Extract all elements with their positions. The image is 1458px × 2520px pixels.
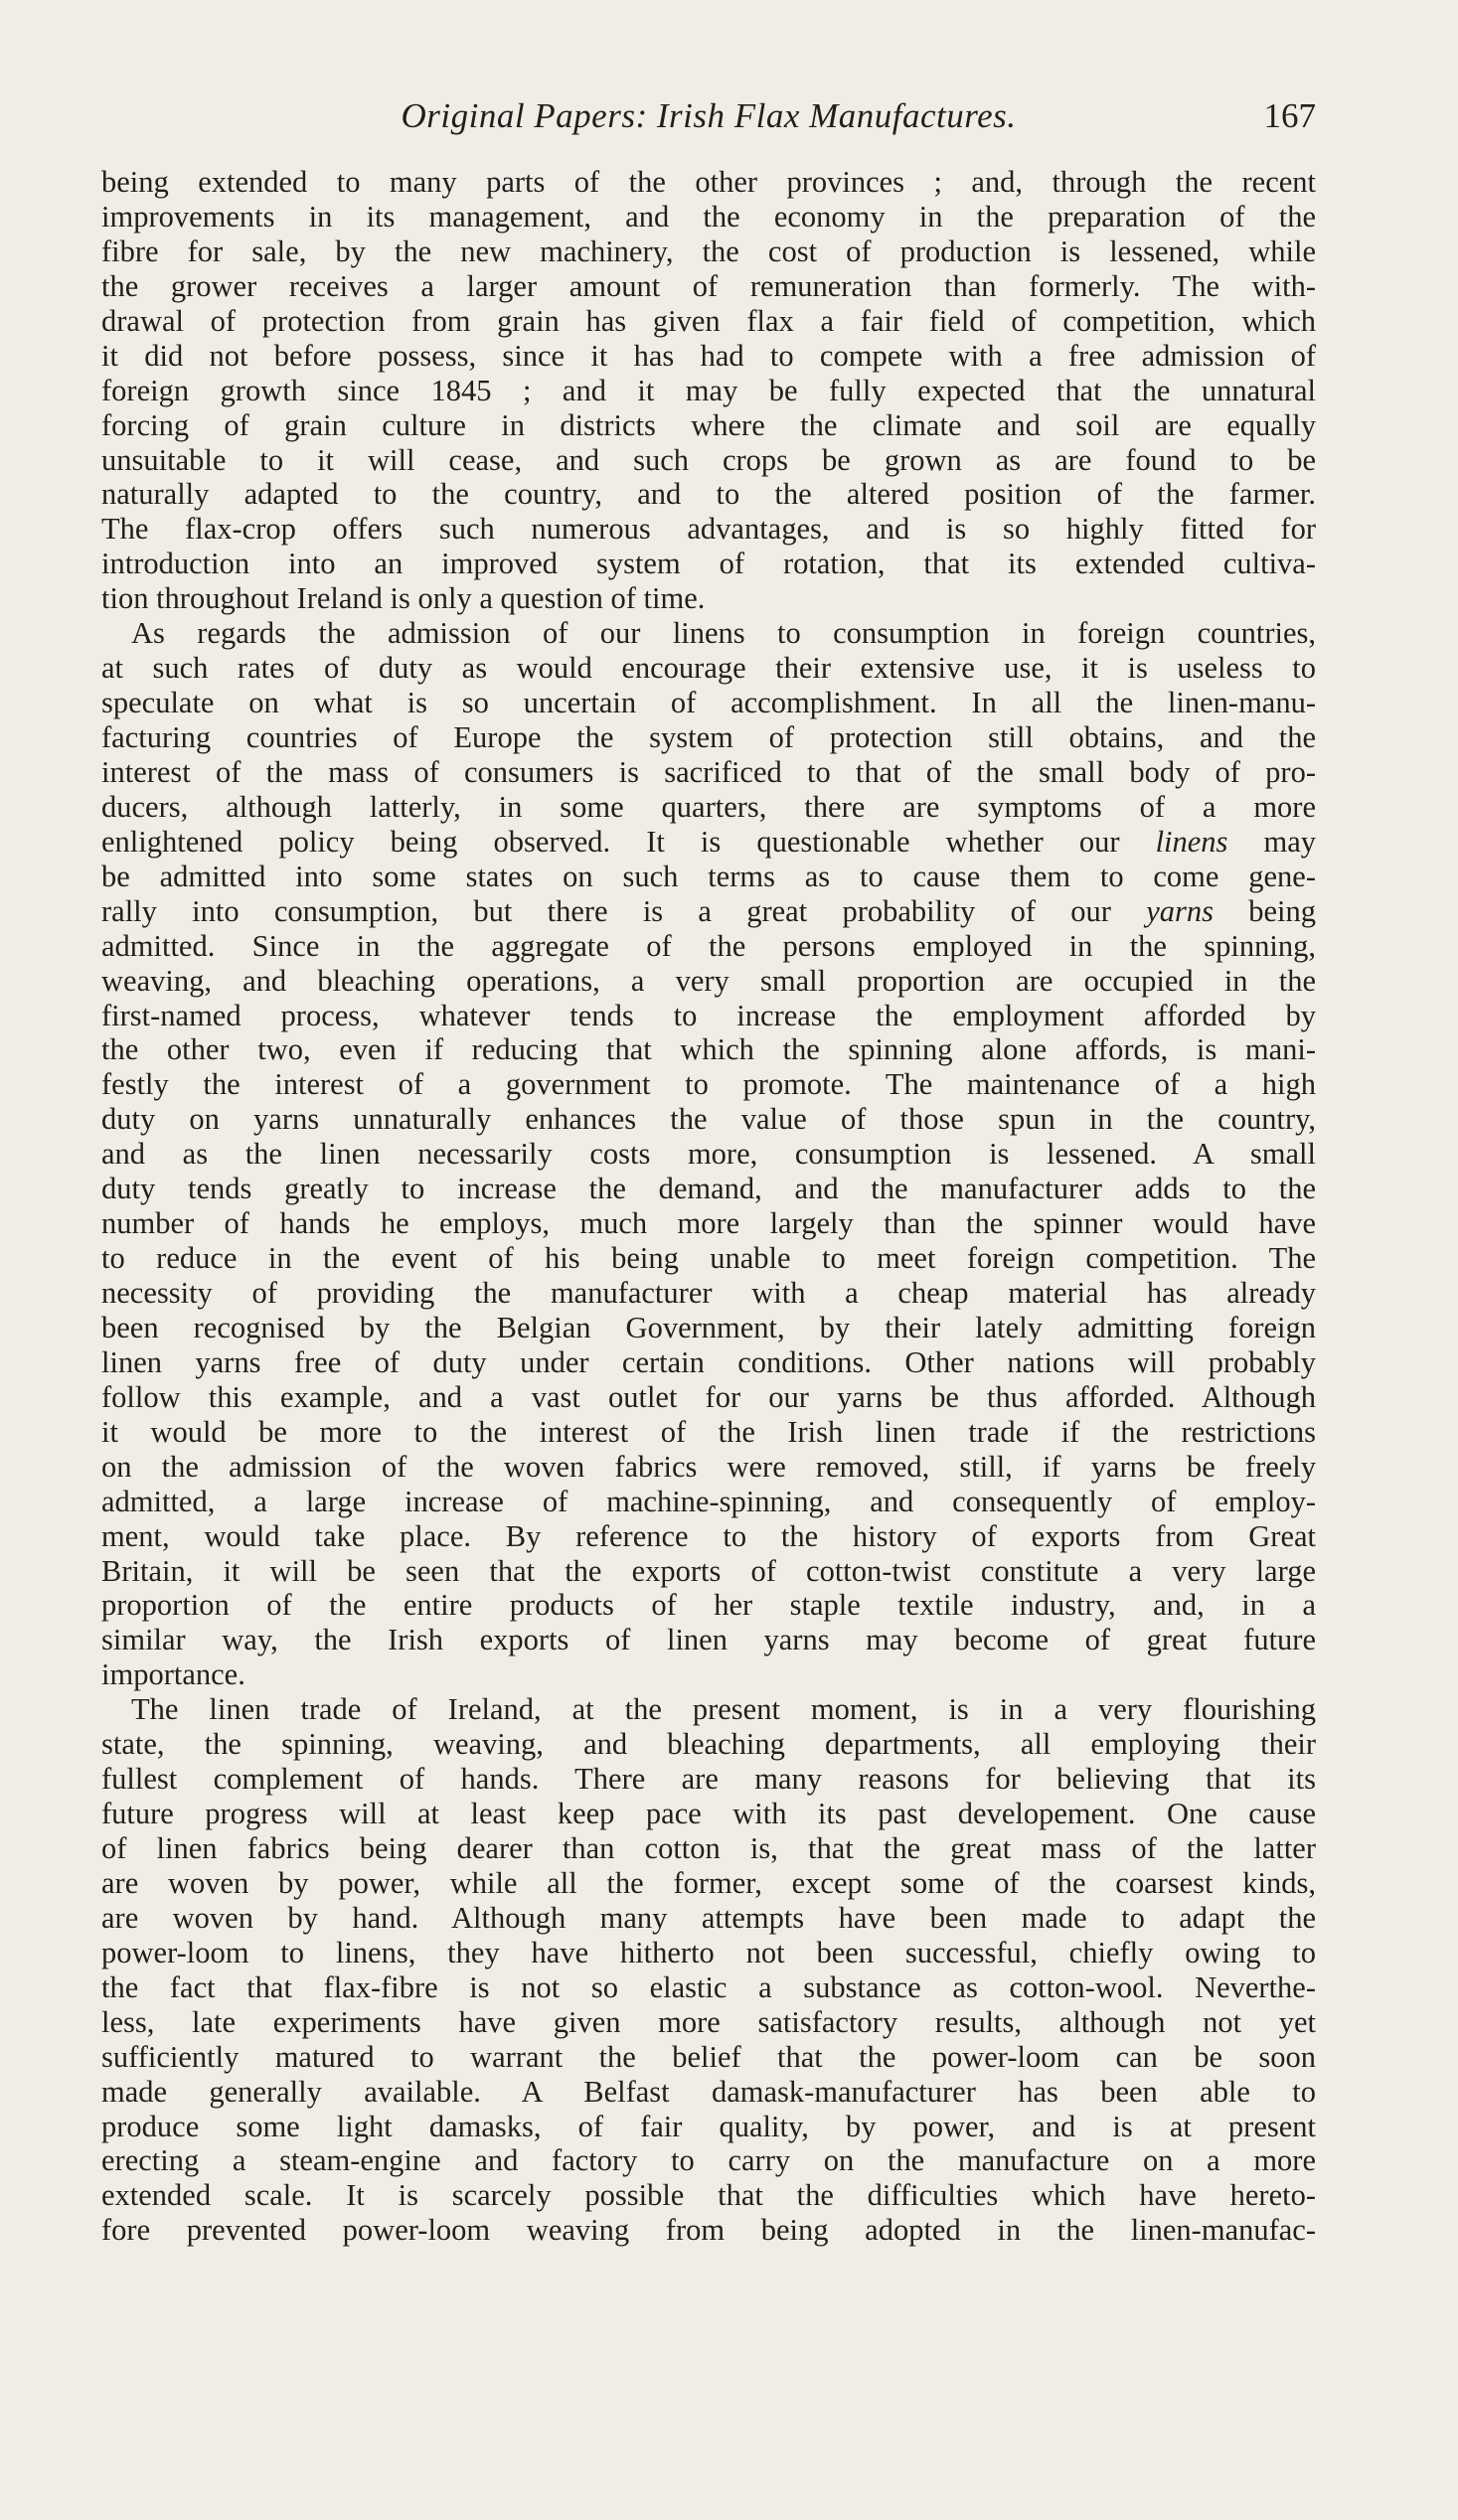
text-line: linen yarns free of duty under certain conditions. Other nations will probably [101, 1344, 1316, 1379]
text-line: importance. [101, 1657, 245, 1692]
text-line: ment, would take place. By reference to the history of exports from Great [101, 1518, 1316, 1553]
text-line: the grower receives a larger amount of remuneration than formerly. The with- [101, 268, 1316, 303]
text-line: produce some light damasks, of fair quality, by power, and is at present [101, 2109, 1316, 2143]
text-line: necessity of providing the manufacturer with a cheap material has already [101, 1276, 1316, 1310]
text-line: of linen fabrics being dearer than cotton is, that the great mass of the latter [101, 1831, 1316, 1865]
text-line: fibre for sale, by the new machinery, the cost of production is lessened, while [101, 234, 1316, 268]
text-line: The linen trade of Ireland, at the present moment, is in a very flourishing [131, 1692, 1316, 1727]
text-line: future progress will at least keep pace with its past developement. One cause [101, 1797, 1316, 1831]
text-line: drawal of protection from grain has given flax a fair field of competition, which [101, 303, 1316, 338]
text-line: at such rates of duty as would encourage their extensive use, it is useless to [101, 651, 1316, 686]
text-line: similar way, the Irish exports of linen yarns may become of great future [101, 1623, 1316, 1657]
italic-word: yarns [1146, 893, 1214, 928]
text-line: As regards the admission of our linens to consumption in foreign countries, [131, 616, 1316, 651]
text-line: unsuitable to it will cease, and such crops be grown as are found to be [101, 442, 1316, 477]
text-line: weaving, and bleaching operations, a very small proportion are occupied in the [101, 963, 1316, 998]
page-number: 167 [1263, 96, 1316, 135]
text-line: being extended to many parts of the other provinces ; and, through the recent [101, 165, 1316, 199]
italic-word: linens [1155, 824, 1228, 859]
text-line: festly the interest of a government to promote. The maintenance of a high [101, 1067, 1316, 1102]
text-line: duty on yarns unnaturally enhances the value of those spun in the country, [101, 1102, 1316, 1137]
text-line: foreign growth since 1845 ; and it may be fully expected that the unnatural [101, 373, 1316, 407]
text-line: sufficiently matured to warrant the belief that the power-loom can be soon [101, 2039, 1316, 2074]
text-line: erecting a steam-engine and factory to carry on the manufacture on a more [101, 2143, 1316, 2178]
text-line: forcing of grain culture in districts where the climate and soil are equally [101, 407, 1316, 442]
text-line: admitted. Since in the aggregate of the persons employed in the spinning, [101, 928, 1316, 963]
text-line: improvements in its management, and the economy in the preparation of the [101, 199, 1316, 234]
text-segment: may [1263, 824, 1316, 859]
text-line: state, the spinning, weaving, and bleaching departments, all employing their [101, 1727, 1316, 1762]
text-line: power-loom to linens, they have hitherto not been successful, chiefly owing to [101, 1935, 1316, 1969]
text-line: the other two, even if reducing that which the spinning alone affords, is mani- [101, 1032, 1316, 1067]
text-line: The flax-crop offers such numerous advantages, and is so highly fitted for [101, 512, 1316, 547]
text-line: duty tends greatly to increase the demand, and the manufacturer adds to the [101, 1172, 1316, 1206]
text-line: tion throughout Ireland is only a question of time. [101, 581, 706, 616]
text-line: speculate on what is so uncertain of accomplishment. In all the linen-manu- [101, 686, 1316, 720]
text-line: proportion of the entire products of her staple textile industry, and, in a [101, 1588, 1316, 1623]
text-line: ducers, although latterly, in some quarters, there are symptoms of a more [101, 789, 1316, 824]
text-line: fore prevented power-loom weaving from being adopted in the linen-manufac- [101, 2213, 1316, 2248]
text-line: facturing countries of Europe the system of protection still obtains, and the [101, 720, 1316, 754]
text-line: it would be more to the interest of the Irish linen trade if the restrictions [101, 1414, 1316, 1449]
text-segment: enlightened policy being observed. It is questionable whether our [101, 824, 1120, 859]
text-line: first-named process, whatever tends to increase the employment afforded by [101, 998, 1316, 1032]
text-line: extended scale. It is scarcely possible that the difficulties which have hereto- [101, 2178, 1316, 2213]
text-line: number of hands he employs, much more largely than the spinner would have [101, 1206, 1316, 1241]
text-line: the fact that flax-fibre is not so elastic a substance as cotton-wool. Neverthe- [101, 1969, 1316, 2004]
text-line: on the admission of the woven fabrics were removed, still, if yarns be freely [101, 1449, 1316, 1484]
running-title: Original Papers: Irish Flax Manufactures. [401, 96, 1017, 135]
text-line: are woven by power, while all the former, except some of the coarsest kinds, [101, 1865, 1316, 1900]
text-segment: rally into consumption, but there is a great probability of our [101, 893, 1111, 928]
text-line: interest of the mass of consumers is sacrificed to that of the small body of pro- [101, 754, 1316, 789]
text-line: been recognised by the Belgian Government, by their lately admitting foreign [101, 1310, 1316, 1344]
text-line: and as the linen necessarily costs more, consumption is lessened. A small [101, 1137, 1316, 1172]
text-line: be admitted into some states on such terms as to cause them to come gene- [101, 859, 1316, 893]
body-text [101, 165, 1316, 2248]
text-line: less, late experiments have given more satisfactory results, although not yet [101, 2004, 1316, 2039]
running-head [101, 91, 1316, 141]
text-line: it did not before possess, since it has had to compete with a free admission of [101, 338, 1316, 373]
text-line: introduction into an improved system of rotation, that its extended cultiva- [101, 547, 1316, 581]
text-line: to reduce in the event of his being unable to meet foreign competition. The [101, 1241, 1316, 1276]
text-line [101, 825, 1316, 860]
text-line: admitted, a large increase of machine-spinning, and consequently of employ- [101, 1484, 1316, 1518]
text-line: naturally adapted to the country, and to the altered position of the farmer. [101, 477, 1316, 512]
text-line: Britain, it will be seen that the exports of cotton-twist constitute a very large [101, 1553, 1316, 1588]
text-line: made generally available. A Belfast damask-manufacturer has been able to [101, 2074, 1316, 2109]
text-segment: being [1248, 893, 1317, 928]
text-line: follow this example, and a vast outlet for our yarns be thus afforded. Although [101, 1379, 1316, 1414]
text-line: are woven by hand. Although many attempts have been made to adapt the [101, 1900, 1316, 1935]
text-line [101, 894, 1316, 929]
text-line: fullest complement of hands. There are many reasons for believing that its [101, 1762, 1316, 1797]
